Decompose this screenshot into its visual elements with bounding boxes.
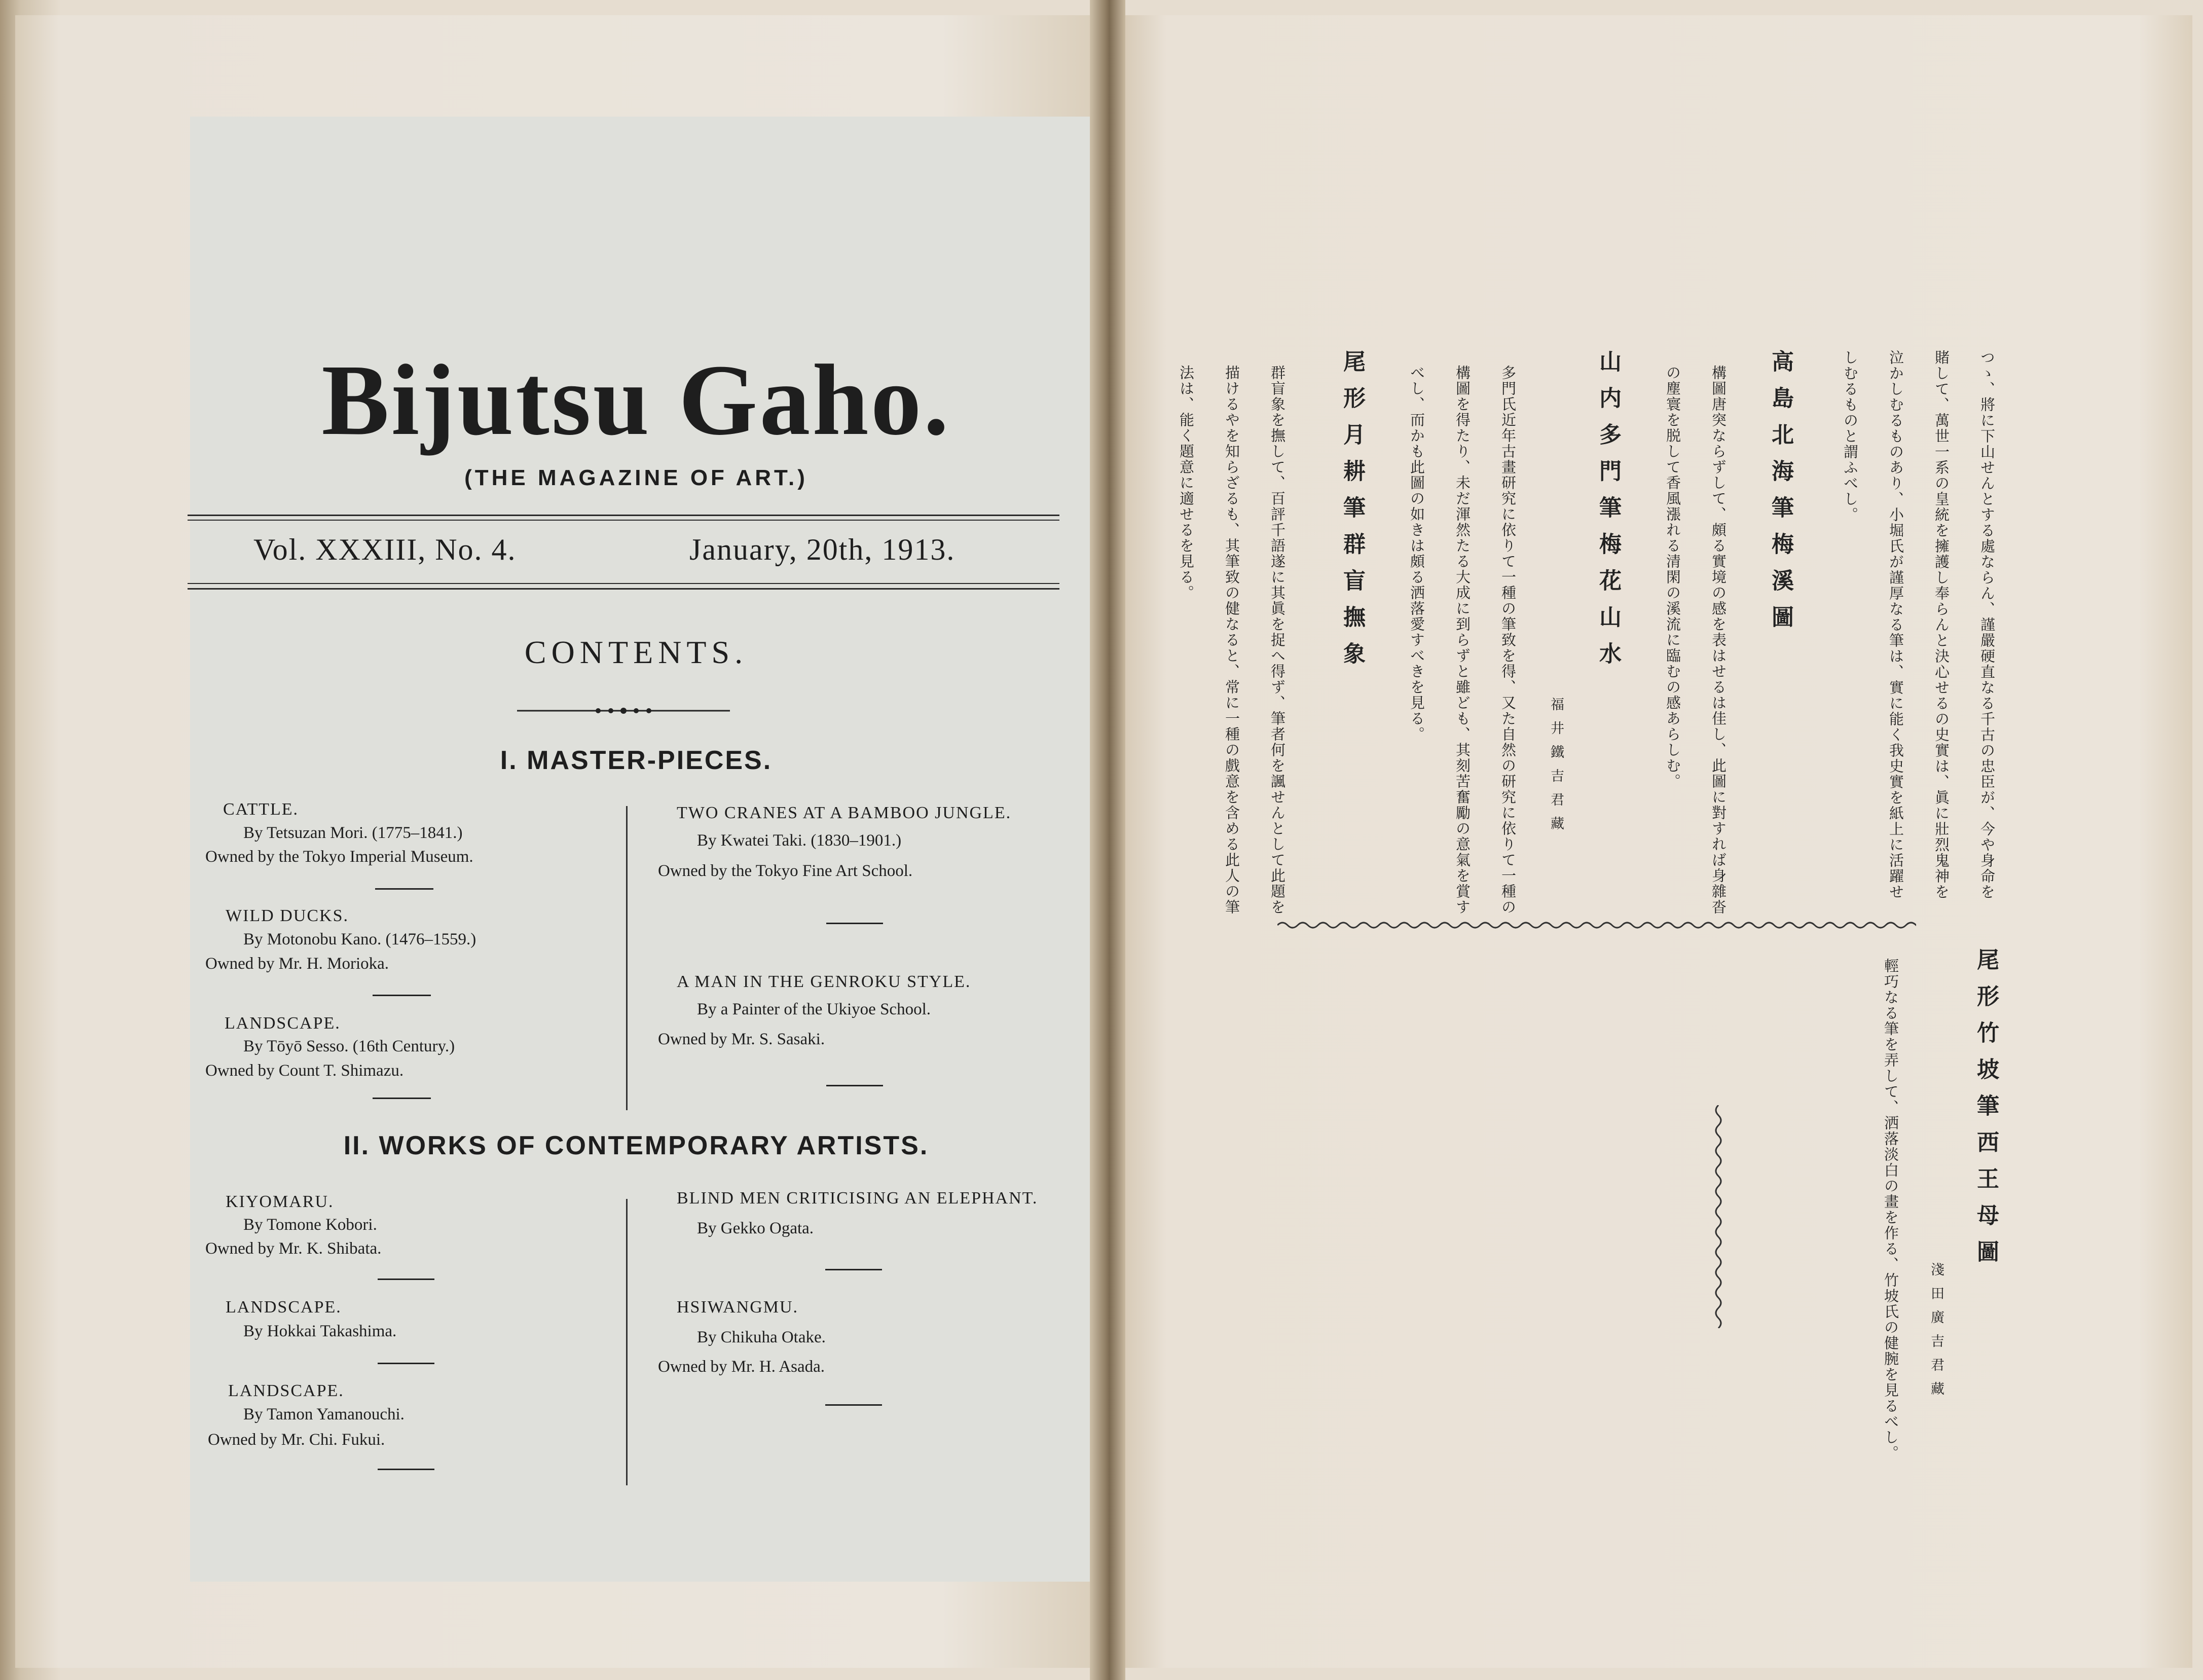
rule-bottom-2 <box>188 588 1059 590</box>
jp-text-column: つゝ、將に下山せんとする處ならん、謹嚴硬直なる千古の忠臣が、今や身命を <box>1978 350 1996 900</box>
jp-owner: 淺田廣吉君藏 <box>1928 1262 1944 1405</box>
item-separator <box>375 888 433 890</box>
item-artist: By Motonobu Kano. (1476–1559.) <box>243 930 476 948</box>
section-heading-masterpieces: I. MASTER-PIECES. <box>500 746 773 775</box>
rule-top-1 <box>188 515 1059 516</box>
item-title: LANDSCAPE. <box>225 1014 341 1033</box>
item-title: LANDSCAPE. <box>228 1381 344 1400</box>
jp-text-column: 輕巧なる筆を弄して、洒落淡白の畫を作る、竹坡氏の健腕を見るべし。 <box>1882 958 1899 1461</box>
item-title: CATTLE. <box>223 800 299 819</box>
contents-heading: CONTENTS. <box>524 634 748 670</box>
item-separator <box>378 1363 434 1364</box>
item-separator <box>826 1085 883 1086</box>
item-separator <box>373 1098 431 1099</box>
item-separator <box>825 1269 882 1270</box>
magazine-subtitle: (THE MAGAZINE OF ART.) <box>464 465 808 490</box>
jp-text-column: 描けるやを知らざるも、其筆致の健なると、常に一種の戲意を含める此人の筆 <box>1223 365 1240 915</box>
jp-text-column: 構圖唐突ならずして、頗る實境の感を表はせるは佳し、此圖に對すれば身雜沓 <box>1710 365 1727 915</box>
item-title: LANDSCAPE. <box>226 1298 342 1317</box>
item-artist: By Kwatei Taki. (1830–1901.) <box>697 831 902 850</box>
jp-text-column: 群盲象を撫して、百評千語遂に其眞を捉へ得ず、筆者何を諷せんとして此題を <box>1269 365 1286 915</box>
jp-text-column: べし、而かも此圖の如きは頗る洒落愛すべきを見る。 <box>1408 365 1425 742</box>
jp-heading: 尾形竹坡筆西王母圖 <box>1973 948 1999 1276</box>
section-heading-contemporary: II. WORKS OF CONTEMPORARY ARTISTS. <box>343 1131 929 1160</box>
item-separator <box>825 1404 882 1406</box>
jp-heading: 尾形月耕筆群盲撫象 <box>1339 350 1365 678</box>
left-page <box>15 15 1105 1668</box>
issue-date: January, 20th, 1913. <box>689 533 956 566</box>
volume-number: Vol. XXXIII, No. 4. <box>253 533 517 566</box>
item-owner: Owned by Mr. H. Morioka. <box>205 955 389 973</box>
item-artist: By Tōyō Sesso. (16th Century.) <box>243 1037 455 1055</box>
column-divider-2 <box>626 1199 628 1485</box>
item-owner: Owned by the Tokyo Imperial Museum. <box>205 848 473 866</box>
jp-text-column: 法は、能く題意に適せるを見る。 <box>1178 365 1195 601</box>
book-gutter <box>1090 0 1125 1680</box>
magazine-title: Bijutsu Gaho. <box>321 344 951 456</box>
jp-text-column: 構圖を得たり、未だ渾然たる大成に到らずと雖ども、其刻苦奮勵の意氣を賞す <box>1454 365 1471 915</box>
item-title: HSIWANGMU. <box>677 1298 799 1317</box>
item-artist: By Hokkai Takashima. <box>243 1322 397 1340</box>
jp-text-column: 泣かしむるものあり、小堀氏が謹厚なる筆は、實に能く我史實を紙上に活躍せ <box>1887 350 1904 900</box>
jp-text-column: しむるものと謂ふべし。 <box>1842 350 1859 523</box>
item-separator <box>826 923 883 924</box>
item-title: A MAN IN THE GENROKU STYLE. <box>677 972 971 991</box>
jp-text-column: の塵寰を脱して香風漲れる清閑の溪流に臨むの感あらしむ。 <box>1664 365 1681 789</box>
item-artist: By Gekko Ogata. <box>697 1219 814 1237</box>
item-artist: By Tamon Yamanouchi. <box>243 1405 405 1423</box>
item-artist: By a Painter of the Ukiyoe School. <box>697 1000 931 1018</box>
item-artist: By Tetsuzan Mori. (1775–1841.) <box>243 824 463 842</box>
column-divider-1 <box>626 806 628 1110</box>
item-title: KIYOMARU. <box>226 1192 334 1211</box>
item-owner: Owned by Mr. Chi. Fukui. <box>208 1431 385 1449</box>
rule-bottom-1 <box>188 583 1059 584</box>
item-title: BLIND MEN CRITICISING AN ELEPHANT. <box>677 1189 1038 1208</box>
item-owner: Owned by Count T. Shimazu. <box>205 1062 404 1080</box>
item-title: WILD DUCKS. <box>226 906 349 925</box>
jp-heading: 山内多門筆梅花山水 <box>1595 350 1621 678</box>
item-artist: By Tomone Kobori. <box>243 1216 377 1234</box>
wavy-vertical-rule <box>1711 1105 1726 1328</box>
jp-text-column: 賭して、萬世一系の皇統を擁護し奉らんと決心せるの史實は、眞に壯烈鬼神を <box>1933 350 1950 900</box>
ornament-divider <box>517 707 730 714</box>
item-separator <box>378 1279 434 1280</box>
jp-heading: 高島北海筆梅溪圖 <box>1768 350 1793 642</box>
item-owner: Owned by Mr. S. Sasaki. <box>658 1030 825 1048</box>
jp-text-column: 多門氏近年古畫研究に依りて一種の筆致を得、又た自然の研究に依りて一種の <box>1499 365 1517 915</box>
item-separator <box>373 995 431 996</box>
item-owner: Owned by Mr. K. Shibata. <box>205 1239 382 1258</box>
item-owner: Owned by Mr. H. Asada. <box>658 1358 825 1376</box>
rule-top-2 <box>188 520 1059 521</box>
jp-owner: 福井鐵吉君藏 <box>1548 697 1564 840</box>
item-owner: Owned by the Tokyo Fine Art School. <box>658 862 913 880</box>
item-separator <box>378 1469 434 1470</box>
item-artist: By Chikuha Otake. <box>697 1328 826 1346</box>
item-title: TWO CRANES AT A BAMBOO JUNGLE. <box>677 804 1012 822</box>
wavy-section-rule <box>1277 918 1916 933</box>
